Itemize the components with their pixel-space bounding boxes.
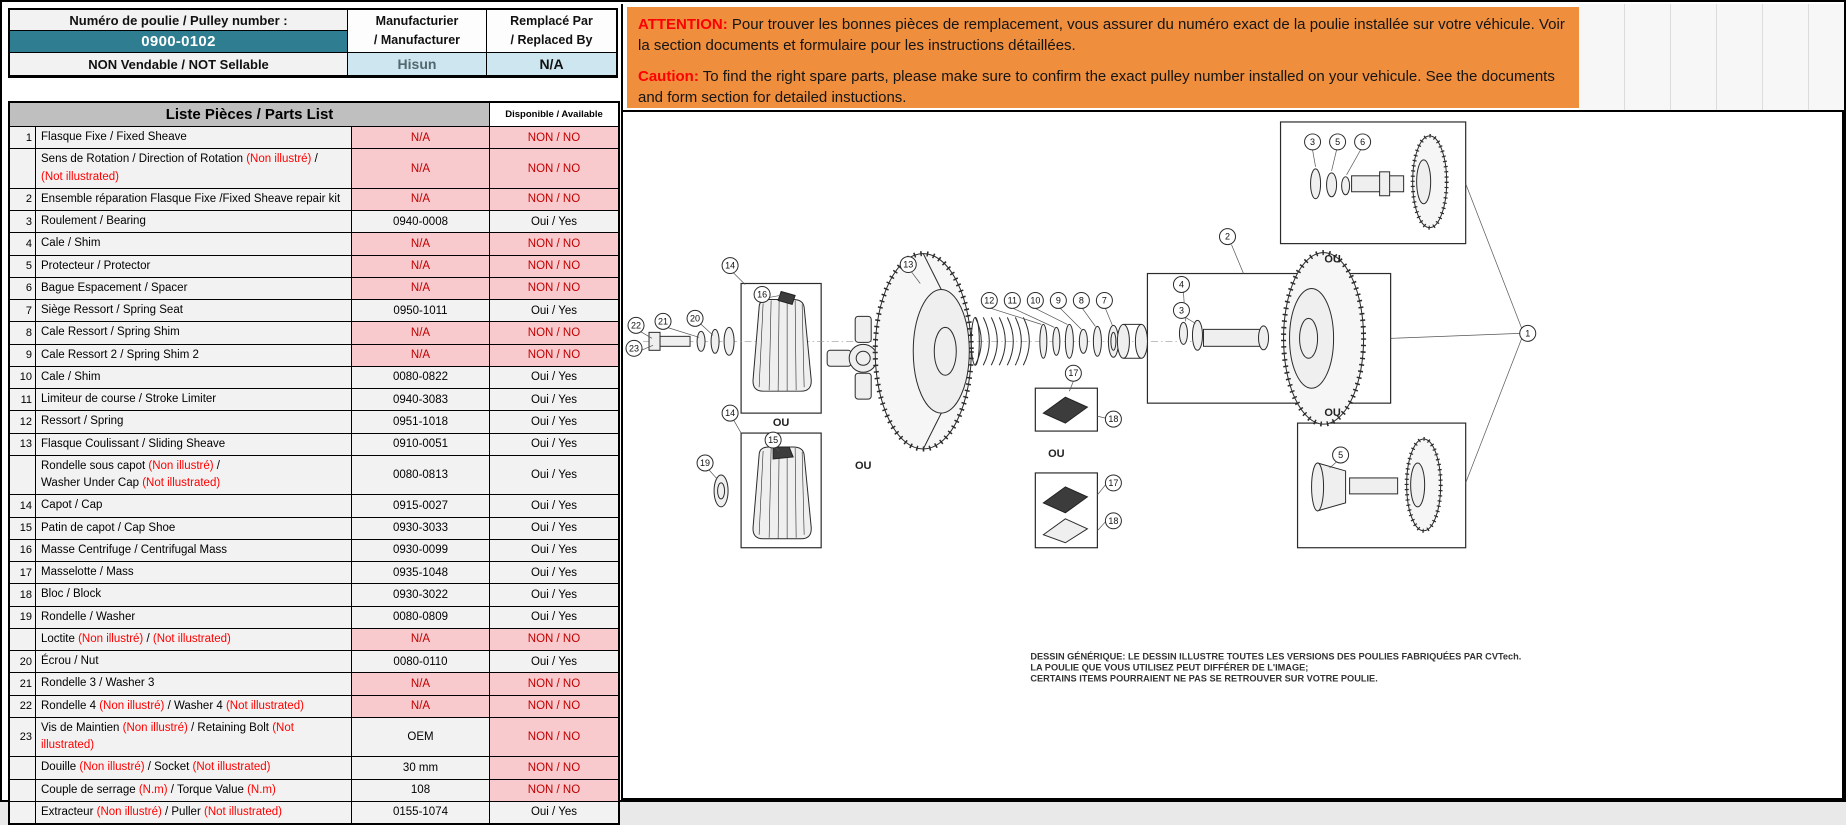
part-description: Cale Ressort / Spring Shim <box>36 322 352 343</box>
part-value: N/A <box>352 233 490 254</box>
part-number: 20 <box>10 651 36 672</box>
table-row <box>10 299 618 321</box>
svg-text:3: 3 <box>1178 305 1184 316</box>
part-description: Bague Espacement / Spacer <box>36 278 352 299</box>
part-description: Protecteur / Protector <box>36 256 352 277</box>
part-availability: NON / NO <box>490 278 618 299</box>
table-row <box>10 277 618 299</box>
part-availability: Oui / Yes <box>490 495 618 516</box>
svg-text:7: 7 <box>1101 295 1107 306</box>
part-value: N/A <box>352 278 490 299</box>
parts-rows <box>10 127 618 823</box>
table-row <box>10 672 618 694</box>
part-value: 30 mm <box>352 757 490 778</box>
callout-2 <box>1219 229 1235 245</box>
pulley-number-value: 0900-0102 <box>10 31 348 53</box>
part-availability: NON / NO <box>490 322 618 343</box>
svg-text:5: 5 <box>1335 136 1341 147</box>
part-number: 10 <box>10 367 36 388</box>
part-number: 7 <box>10 300 36 321</box>
part-availability: NON / NO <box>490 233 618 254</box>
part-value: 0951-1018 <box>352 411 490 432</box>
part-description: Douille (Non illustré) / Socket (Not illustrated) <box>36 757 352 778</box>
sellable-status: NON Vendable / NOT Sellable <box>10 53 348 76</box>
part-value: 0080-0110 <box>352 651 490 672</box>
table-row <box>10 344 618 366</box>
table-row <box>10 210 618 232</box>
table-row <box>10 433 618 455</box>
manufacturer-header-line2: / Manufacturer <box>373 33 461 47</box>
part-value: N/A <box>352 629 490 650</box>
svg-text:19: 19 <box>700 457 711 468</box>
table-row <box>10 366 618 388</box>
callout-9 <box>1050 292 1066 308</box>
replaced-by-header <box>487 10 616 53</box>
part-description: Cale / Shim <box>36 367 352 388</box>
table-row <box>10 801 618 823</box>
available-column-header: Disponible / Available <box>490 103 618 126</box>
caution-text-en <box>638 66 1568 109</box>
part-availability: Oui / Yes <box>490 434 618 455</box>
part-number: 1 <box>10 127 36 148</box>
part-availability: Oui / Yes <box>490 456 618 495</box>
part-number: 9 <box>10 345 36 366</box>
part-number: 6 <box>10 278 36 299</box>
callout-19 <box>697 455 713 471</box>
replaced-by-value: N/A <box>487 53 616 76</box>
attention-notice <box>627 7 1579 108</box>
table-row <box>10 650 618 672</box>
part-availability: Oui / Yes <box>490 211 618 232</box>
part-description: Capot / Cap <box>36 495 352 516</box>
ou-label: OU <box>1324 407 1341 420</box>
callout-3 <box>1173 302 1189 318</box>
svg-text:3: 3 <box>1310 136 1316 147</box>
callout-5 <box>1333 447 1349 463</box>
svg-text:18: 18 <box>1108 515 1119 526</box>
part-description: Vis de Maintien (Non illustré) / Retaining Bolt (Not illustrated) <box>36 718 352 757</box>
svg-text:9: 9 <box>1055 295 1061 306</box>
ou-label: OU <box>1324 253 1341 266</box>
part-description: Bloc / Block <box>36 584 352 605</box>
part-availability: Oui / Yes <box>490 300 618 321</box>
svg-text:6: 6 <box>1360 136 1366 147</box>
table-row <box>10 148 618 188</box>
part-availability: NON / NO <box>490 673 618 694</box>
ou-label: OU <box>854 459 872 472</box>
part-availability: NON / NO <box>490 149 618 188</box>
table-row <box>10 321 618 343</box>
part-number: 13 <box>10 434 36 455</box>
part-number: 11 <box>10 389 36 410</box>
table-row <box>10 127 618 148</box>
part-number <box>10 757 36 778</box>
svg-text:17: 17 <box>1108 477 1119 488</box>
svg-text:5: 5 <box>1338 450 1344 460</box>
part-value: 0080-0809 <box>352 607 490 628</box>
part-value: 108 <box>352 780 490 801</box>
parts-list-table <box>8 101 620 825</box>
part-number: 16 <box>10 540 36 561</box>
callout-1 <box>1520 325 1536 341</box>
part-value: N/A <box>352 127 490 148</box>
part-description: Cale / Shim <box>36 233 352 254</box>
svg-text:20: 20 <box>690 313 701 324</box>
manufacturer-value: Hisun <box>348 53 487 76</box>
callout-14 <box>722 405 738 421</box>
part-number: 18 <box>10 584 36 605</box>
part-availability: Oui / Yes <box>490 411 618 432</box>
part-description: Rondelle 3 / Washer 3 <box>36 673 352 694</box>
table-row <box>10 455 618 495</box>
callout-16 <box>754 286 770 302</box>
part-number: 3 <box>10 211 36 232</box>
part-number: 17 <box>10 562 36 583</box>
callout-15 <box>765 432 781 448</box>
section-divider <box>621 4 623 110</box>
callout-20 <box>687 310 703 326</box>
part-number <box>10 456 36 495</box>
part-number: 21 <box>10 673 36 694</box>
part-value: 0950-1011 <box>352 300 490 321</box>
table-row <box>10 717 618 757</box>
callout-7 <box>1096 292 1112 308</box>
svg-text:18: 18 <box>1108 414 1119 425</box>
part-description: Cale Ressort 2 / Spring Shim 2 <box>36 345 352 366</box>
manufacturer-header-line1: Manufacturier <box>375 13 459 28</box>
part-description: Flasque Fixe / Fixed Sheave <box>36 127 352 148</box>
table-row <box>10 695 618 717</box>
svg-text:16: 16 <box>757 289 768 300</box>
parts-list-title: Liste Pièces / Parts List <box>10 103 490 126</box>
attention-text-fr <box>638 14 1568 57</box>
part-value: N/A <box>352 189 490 210</box>
part-value: N/A <box>352 673 490 694</box>
part-number: 5 <box>10 256 36 277</box>
part-availability: Oui / Yes <box>490 518 618 539</box>
part-description: Roulement / Bearing <box>36 211 352 232</box>
part-description: Loctite (Non illustré) / (Not illustrated) <box>36 629 352 650</box>
diagram-note-line: DESSIN GÉNÉRIQUE: LE DESSIN ILLUSTRE TOUTES LES VERSIONS DES POULIES FABRIQUÉES PAR CVTech. <box>1030 651 1522 662</box>
part-description: Ensemble réparation Flasque Fixe /Fixed Sheave repair kit <box>36 189 352 210</box>
part-description: Patin de capot / Cap Shoe <box>36 518 352 539</box>
svg-text:22: 22 <box>631 320 642 331</box>
part-description: Siège Ressort / Spring Seat <box>36 300 352 321</box>
table-row <box>10 255 618 277</box>
part-number: 19 <box>10 607 36 628</box>
table-row <box>10 606 618 628</box>
table-row <box>10 410 618 432</box>
svg-text:17: 17 <box>1068 368 1079 379</box>
diagram-note-line: LA POULIE QUE VOUS UTILISEZ PEUT DIFFÉRER DE L'IMAGE; <box>1030 662 1309 673</box>
part-number: 4 <box>10 233 36 254</box>
part-value: 0930-3033 <box>352 518 490 539</box>
callout-21 <box>655 313 671 329</box>
part-description: Rondelle sous capot (Non illustré) / Washer Under Cap (Not illustrated) <box>36 456 352 495</box>
callout-17 <box>1105 475 1121 491</box>
part-value: 0940-3083 <box>352 389 490 410</box>
exploded-diagram-svg <box>623 112 1842 798</box>
part-availability: Oui / Yes <box>490 562 618 583</box>
part-description: Ressort / Spring <box>36 411 352 432</box>
callout-14 <box>722 258 738 274</box>
part-number <box>10 780 36 801</box>
svg-text:2: 2 <box>1224 231 1231 242</box>
svg-text:14: 14 <box>725 260 736 271</box>
svg-text:15: 15 <box>768 435 779 446</box>
callout-22 <box>628 317 644 333</box>
part-number: 2 <box>10 189 36 210</box>
callout-17 <box>1065 365 1081 381</box>
table-row <box>10 539 618 561</box>
part-value: 0910-0051 <box>352 434 490 455</box>
exploded-diagram-panel <box>621 110 1844 800</box>
callout-12 <box>981 292 997 308</box>
part-availability: NON / NO <box>490 189 618 210</box>
table-row <box>10 188 618 210</box>
part-availability: Oui / Yes <box>490 802 618 823</box>
part-description: Flasque Coulissant / Sliding Sheave <box>36 434 352 455</box>
attention-label: ATTENTION: <box>638 16 728 33</box>
part-description: Écrou / Nut <box>36 651 352 672</box>
callout-18 <box>1105 513 1121 529</box>
part-number: 22 <box>10 696 36 717</box>
manufacturer-header <box>348 10 487 53</box>
svg-text:13: 13 <box>903 259 914 270</box>
callout-18 <box>1105 411 1121 427</box>
part-value: 0915-0027 <box>352 495 490 516</box>
callout-8 <box>1073 292 1089 308</box>
part-number <box>10 629 36 650</box>
part-number: 8 <box>10 322 36 343</box>
part-description: Limiteur de course / Stroke Limiter <box>36 389 352 410</box>
table-row <box>10 517 618 539</box>
part-description: Couple de serrage (N.m) / Torque Value (N.m) <box>36 780 352 801</box>
table-row <box>10 494 618 516</box>
table-row <box>10 388 618 410</box>
part-value: 0940-0008 <box>352 211 490 232</box>
part-value: 0155-1074 <box>352 802 490 823</box>
caution-label: Caution: <box>638 67 699 85</box>
ou-label: OU <box>772 417 790 430</box>
svg-text:11: 11 <box>1007 295 1017 306</box>
part-availability: NON / NO <box>490 256 618 277</box>
part-availability: Oui / Yes <box>490 607 618 628</box>
svg-text:4: 4 <box>1178 279 1184 290</box>
part-value: 0935-1048 <box>352 562 490 583</box>
part-availability: Oui / Yes <box>490 367 618 388</box>
part-description: Sens de Rotation / Direction of Rotation (Non illustré) / (Not illustrated) <box>36 149 352 188</box>
part-availability: Oui / Yes <box>490 651 618 672</box>
svg-text:8: 8 <box>1078 295 1084 306</box>
callout-6 <box>1355 134 1371 150</box>
table-row <box>10 756 618 778</box>
part-number <box>10 149 36 188</box>
part-description: Masselotte / Mass <box>36 562 352 583</box>
part-availability: NON / NO <box>490 780 618 801</box>
part-number: 14 <box>10 495 36 516</box>
part-value: 0930-3022 <box>352 584 490 605</box>
part-value: N/A <box>352 345 490 366</box>
part-description: Rondelle 4 (Non illustré) / Washer 4 (Not illustrated) <box>36 696 352 717</box>
part-value: 0080-0813 <box>352 456 490 495</box>
part-number: 15 <box>10 518 36 539</box>
part-availability: NON / NO <box>490 718 618 757</box>
part-value: OEM <box>352 718 490 757</box>
part-value: 0080-0822 <box>352 367 490 388</box>
svg-text:21: 21 <box>658 316 669 327</box>
replaced-by-header-line1: Remplacé Par <box>510 13 593 28</box>
callout-11 <box>1004 292 1020 308</box>
svg-text:12: 12 <box>984 295 995 306</box>
callout-3 <box>1305 134 1321 150</box>
callout-10 <box>1027 292 1043 308</box>
pulley-number-label: Numéro de poulie / Pulley number : <box>10 10 348 31</box>
replaced-by-header-line2: / Replaced By <box>510 33 593 47</box>
part-availability: Oui / Yes <box>490 389 618 410</box>
table-row <box>10 561 618 583</box>
ou-label: OU <box>1048 448 1065 460</box>
svg-text:1: 1 <box>1525 328 1531 339</box>
part-availability: NON / NO <box>490 629 618 650</box>
part-availability: NON / NO <box>490 696 618 717</box>
svg-text:14: 14 <box>725 408 736 419</box>
part-availability: NON / NO <box>490 127 618 148</box>
part-description: Masse Centrifuge / Centrifugal Mass <box>36 540 352 561</box>
part-description: Rondelle / Washer <box>36 607 352 628</box>
table-row <box>10 583 618 605</box>
table-row <box>10 779 618 801</box>
callout-23 <box>626 340 642 356</box>
part-availability: Oui / Yes <box>490 584 618 605</box>
part-value: N/A <box>352 149 490 188</box>
svg-text:23: 23 <box>628 343 640 354</box>
part-availability: NON / NO <box>490 757 618 778</box>
callout-13 <box>900 257 916 273</box>
part-value: N/A <box>352 322 490 343</box>
svg-text:10: 10 <box>1030 295 1041 306</box>
part-value: 0930-0099 <box>352 540 490 561</box>
table-row <box>10 232 618 254</box>
part-availability: Oui / Yes <box>490 540 618 561</box>
callout-5 <box>1330 134 1346 150</box>
part-value: N/A <box>352 696 490 717</box>
part-description: Extracteur (Non illustré) / Puller (Not illustrated) <box>36 802 352 823</box>
attention-body-fr: Pour trouver les bonnes pièces de remplacement, vous assurer du numéro exact de la poulie installée sur votre véhicule. Voir la section documents et formulaire pour les instructions détaillées. <box>638 16 1565 55</box>
part-number <box>10 802 36 823</box>
callout-4 <box>1173 277 1189 293</box>
spreadsheet-grid-area <box>1579 4 1844 110</box>
parts-list-header-row <box>10 103 618 127</box>
part-number: 12 <box>10 411 36 432</box>
table-row <box>10 628 618 650</box>
pulley-header-table <box>8 8 618 78</box>
part-number: 23 <box>10 718 36 757</box>
caution-body-en: To find the right spare parts, please make sure to confirm the exact pulley number installed on your vehicule. See the documents and form section for detailed instuctions. <box>638 67 1555 106</box>
part-value: N/A <box>352 256 490 277</box>
diagram-note-line: CERTAINS ITEMS POURRAIENT NE PAS SE RETROUVER SUR VOTRE POULIE. <box>1030 673 1378 684</box>
part-availability: NON / NO <box>490 345 618 366</box>
